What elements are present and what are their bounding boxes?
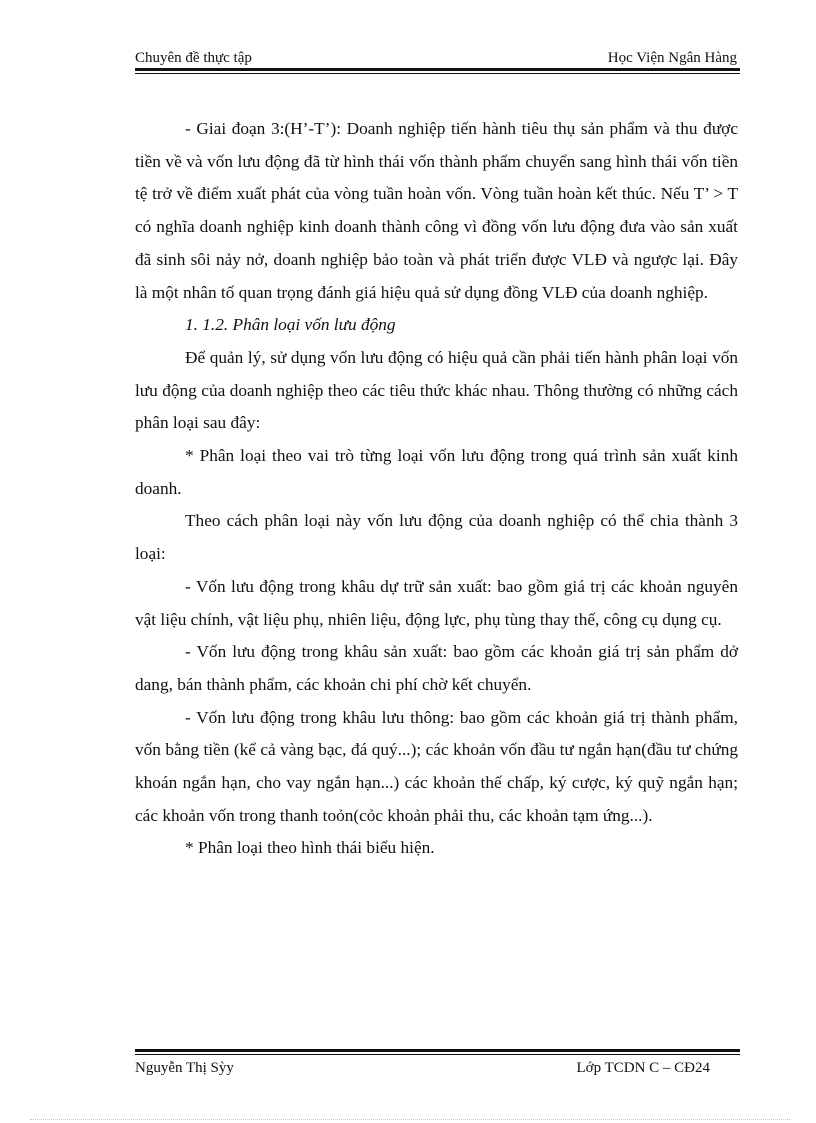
header-course-title: Chuyên đề thực tập xyxy=(135,50,252,66)
paragraph-intro: Để quản lý, sử dụng vốn lưu động có hiệu quả cần phải tiến hành phân loại vốn lưu động của doanh nghiệp theo các tiêu thức khác nhau. Thông thường có những cách phân loại sau đây: xyxy=(135,347,738,433)
document-body xyxy=(135,113,738,865)
footer-class: Lớp TCDN C – CĐ24 xyxy=(576,1060,710,1076)
paragraph-classification-by-role: * Phân loại theo vai trò từng loại vốn lưu động trong quá trình sản xuất kinh doanh. xyxy=(135,446,738,498)
paragraph-three-types: Theo cách phân loại này vốn lưu động của doanh nghiệp có thể chia thành 3 loại: xyxy=(135,511,738,564)
paragraph-classification-by-form: * Phân loại theo hình thái biểu hiện. xyxy=(185,838,435,858)
paragraph-production-stage: - Vốn lưu động trong khâu sản xuất: bao gồm các khoản giá trị sản phẩm dở dang, bán thành phẩm, các khoản chi phí chờ kết chuyển. xyxy=(135,642,738,694)
footer-rule-thick xyxy=(135,1049,740,1052)
header-rule-thick xyxy=(135,68,740,71)
footer-author: Nguyễn Thị Sỳy xyxy=(135,1060,234,1076)
paragraph-stage-3: - Giai đoạn 3:(H’-T’): Doanh nghiệp tiến hành tiêu thụ sản phẩm và thu được tiền về và vốn lưu động đã từ hình thái vốn thành phẩm chuyển sang hình thái vốn tiền tệ trở về điểm xuất phát của vòng tuần hoàn vốn. Vòng tuần hoàn kết thúc. Nếu T’ > T có nghĩa doanh nghiệp kinh doanh thành công vì đồng vốn lưu động đưa vào sản xuất đã sinh sôi nảy nở, doanh nghiệp bảo toàn và phát triển được VLĐ và ngược lại. Đây là một nhân tố quan trọng đánh giá hiệu quả sử dụng đồng VLĐ của doanh nghiệp. xyxy=(135,119,738,302)
header-institution: Học Viện Ngân Hàng xyxy=(607,50,737,66)
header-rule-thin xyxy=(135,73,740,74)
page-footer xyxy=(135,1060,710,1082)
footer-rule-thin xyxy=(135,1054,740,1055)
page-bottom-edge xyxy=(30,1119,790,1120)
paragraph-circulation-stage: - Vốn lưu động trong khâu lưu thông: bao gồm các khoản giá trị thành phẩm, vốn bằng tiền (kể cả vàng bạc, đá quý...); các khoản vốn đầu tư ngắn hạn(đầu tư chứng khoán ngắn hạn, cho vay ngắn hạn...) các khoản thế chấp, ký cược, ký quỹ ngắn hạn; các khoản vốn trong thanh toỏn(cỏc khoản phải thu, các khoản tạm ứng...). xyxy=(135,707,738,825)
section-heading: 1. 1.2. Phân loại vốn lưu động xyxy=(185,315,396,335)
page-header xyxy=(135,50,737,70)
paragraph-reserve-stage: - Vốn lưu động trong khâu dự trữ sản xuất: bao gồm giá trị các khoản nguyên vật liệu chính, vật liệu phụ, nhiên liệu, động lực, phụ tùng thay thế, công cụ dụng cụ. xyxy=(135,576,738,629)
